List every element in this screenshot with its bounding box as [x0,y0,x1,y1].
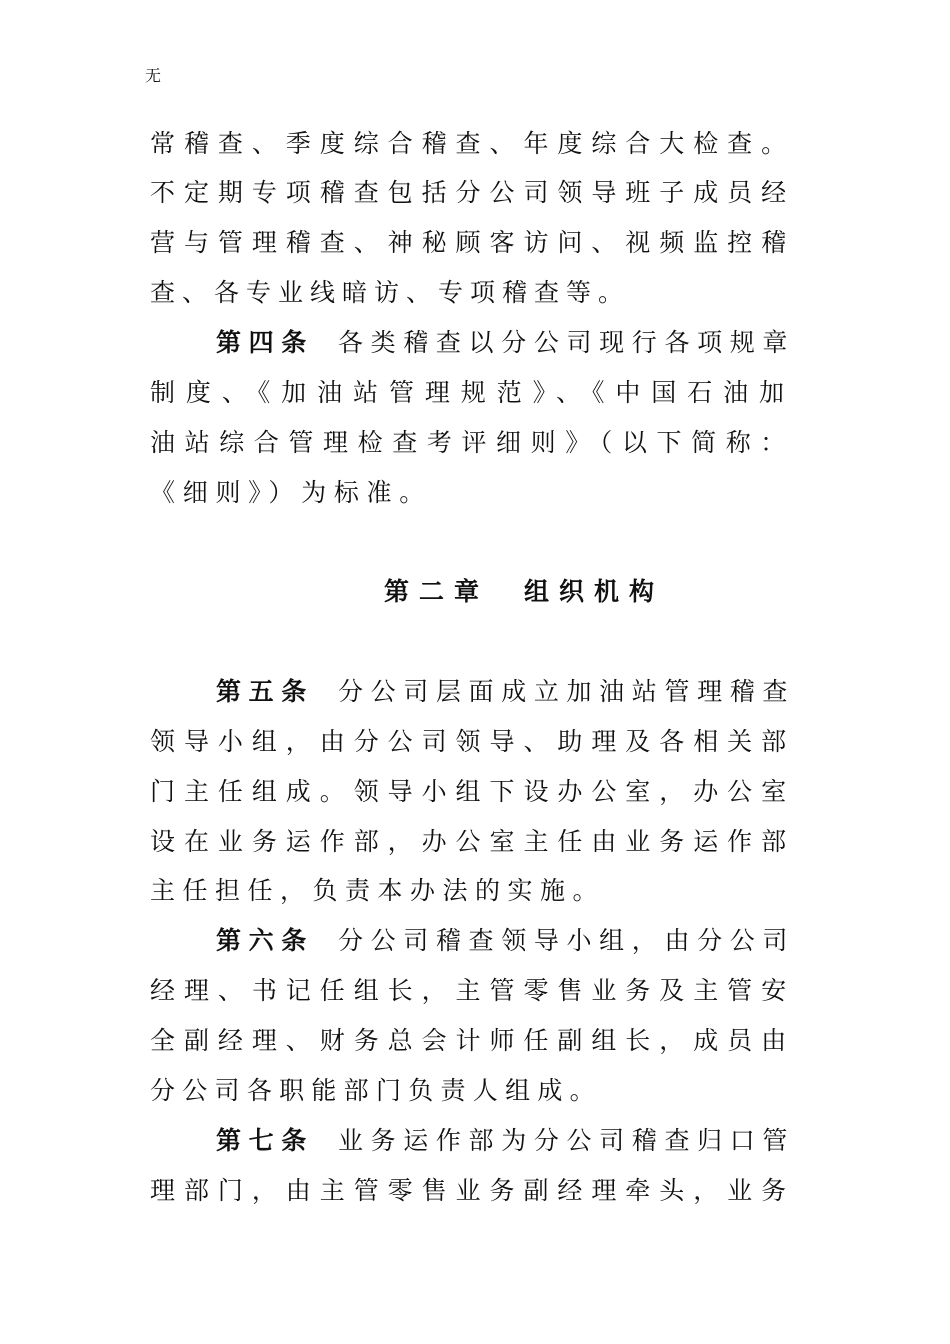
body-line: 常稽查、季度综合稽查、年度综合大检查。 [150,129,796,158]
body-line: 经理、书记任组长，主管零售业务及主管安 [150,976,796,1005]
article-label: 第四条 [216,328,314,357]
article-label: 第六条 [216,926,314,955]
chapter-heading: 第二章 组织机构 [384,577,665,606]
article-label: 第七条 [216,1126,314,1155]
article-label: 第五条 [216,677,314,706]
body-line: 油站综合管理检查考评细则》（以下简称： [150,428,795,457]
article-first-line [216,1125,795,1157]
body-line: 分公司各职能部门负责人组成。 [150,1076,602,1105]
article-text: 业务运作部为分公司稽查归口管 [337,1126,796,1155]
article-text: 分公司稽查领导小组，由分公司 [337,926,796,955]
body-line: 营与管理稽查、神秘顾客访问、视频监控稽 [150,228,796,257]
body-line: 领导小组，由分公司领导、助理及各相关部 [150,727,796,756]
body-line: 不定期专项稽查包括分公司领导班子成员经 [150,178,796,207]
article-text: 分公司层面成立加油站管理稽查 [337,677,796,706]
article-first-line [216,327,795,359]
article-text: 各类稽查以分公司现行各项规章 [337,328,796,357]
body-line: 主任担任，负责本办法的实施。 [150,876,606,905]
article-first-line [216,925,795,957]
body-line: 门主任组成。领导小组下设办公室，办公室 [150,777,796,806]
body-line: 查、各专业线暗访、专项稽查等。 [150,278,631,307]
page-header: 无 [145,66,162,85]
body-line: 设在业务运作部，办公室主任由业务运作部 [150,827,796,856]
body-line: 理部门，由主管零售业务副经理牵头，业务 [150,1176,796,1205]
body-line: 《细则》）为标准。 [150,478,432,507]
article-first-line [216,676,795,708]
body-line: 全副经理、财务总会计师任副组长，成员由 [150,1026,796,1055]
body-line: 制度、《加油站管理规范》、《中国石油加 [150,378,795,407]
